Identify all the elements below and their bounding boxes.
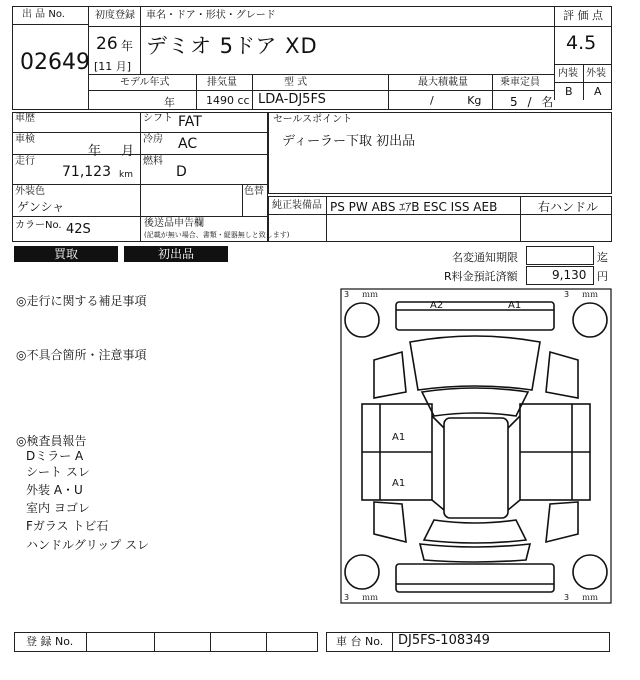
mileage-label: 走行 bbox=[15, 156, 35, 167]
damage-mark: A1 bbox=[392, 432, 406, 443]
name-change-field[interactable] bbox=[526, 246, 594, 265]
damage-mark: A2 bbox=[430, 300, 444, 311]
inspection-value: 年 月 bbox=[88, 144, 135, 159]
color-change-label: 色替 bbox=[244, 186, 264, 197]
shift-label: シフト bbox=[143, 113, 173, 124]
damage-mark: A1 bbox=[508, 300, 522, 311]
first-reg-month: [11 月] bbox=[94, 60, 132, 73]
exterior-color-label: 外装色 bbox=[15, 186, 45, 197]
first-listing-button[interactable]: 初出品 bbox=[124, 246, 228, 262]
tire-rear-right bbox=[573, 555, 607, 589]
windshield bbox=[422, 388, 528, 416]
sales-point-label: セールスポイント bbox=[273, 114, 353, 125]
exterior-label: 外装 bbox=[586, 68, 606, 79]
exterior-grade: A bbox=[594, 85, 602, 98]
reg-no-label: 登 録 No. bbox=[26, 635, 74, 648]
ac-value: AC bbox=[178, 136, 198, 152]
mileage-value: 71,123 bbox=[62, 164, 111, 180]
capacity-label: 乗車定員 bbox=[500, 77, 540, 88]
tag-top-left: 3 bbox=[344, 290, 350, 299]
rear-bumper bbox=[396, 564, 554, 592]
score-label: 評 価 点 bbox=[563, 9, 603, 22]
max-load-label: 最大積載量 bbox=[418, 77, 468, 88]
tag-top-left-unit: ｍｍ bbox=[362, 290, 378, 299]
report-line: シート スレ bbox=[26, 465, 90, 479]
lot-label: 出 品 No. bbox=[22, 9, 65, 20]
name-change-unit: 迄 bbox=[597, 251, 608, 264]
report-line: 外装 A・U bbox=[26, 483, 83, 497]
chassis-no: DJ5FS-108349 bbox=[398, 633, 490, 648]
score-value: 4.5 bbox=[566, 32, 597, 54]
type-label: 型 式 bbox=[284, 77, 308, 88]
tire-front-right bbox=[573, 303, 607, 337]
defects-heading: ◎不具合箇所・注意事項 bbox=[16, 348, 147, 362]
report-line: Dミラー A bbox=[26, 449, 84, 463]
tag-bottom-left-unit: ｍｍ bbox=[362, 593, 378, 602]
first-reg-year: 26 bbox=[96, 34, 118, 54]
max-load-value: / Kg bbox=[430, 94, 482, 107]
chassis-label: 車 台 No. bbox=[336, 635, 384, 648]
tire-front-left bbox=[345, 303, 379, 337]
capacity-value: 5 / 名 bbox=[510, 95, 554, 109]
interior-label: 内装 bbox=[558, 68, 578, 79]
car-name: デミオ 5ドア XD bbox=[146, 34, 318, 58]
recycle-unit: 円 bbox=[597, 270, 608, 283]
tag-top-right-unit: ｍｍ bbox=[582, 290, 598, 299]
tailgate bbox=[420, 544, 530, 562]
handle-value: 右ハンドル bbox=[538, 200, 599, 214]
damage-mark: A1 bbox=[392, 478, 406, 489]
report-line: 室内 ヨゴレ bbox=[26, 501, 90, 515]
shift-value: FAT bbox=[178, 114, 202, 130]
ac-label: 冷房 bbox=[143, 134, 163, 145]
tag-bottom-right: 3 bbox=[564, 593, 570, 602]
first-reg-label: 初度登録 bbox=[95, 10, 135, 21]
history-label: 車歴 bbox=[15, 113, 35, 124]
recycle-value: 9,130 bbox=[552, 268, 587, 282]
fuel-label: 燃料 bbox=[143, 156, 163, 167]
recycle-label: R料金預託済額 bbox=[444, 270, 518, 283]
front-bumper bbox=[396, 302, 554, 330]
color-no-value: 42S bbox=[66, 222, 91, 237]
type-value: LDA-DJ5FS bbox=[258, 92, 326, 107]
name-change-label: 名変通知期限 bbox=[452, 251, 518, 264]
equipment-value: PS PW ABS ｴｱB ESC ISS AEB bbox=[330, 200, 498, 214]
hood bbox=[410, 336, 540, 390]
model-year-unit: 年 bbox=[164, 96, 175, 109]
displacement-label: 排気量 bbox=[207, 77, 237, 88]
rear-glass bbox=[424, 520, 526, 543]
mileage-unit: km bbox=[119, 170, 133, 180]
tag-bottom-left: 3 bbox=[344, 593, 350, 602]
tire-rear-left bbox=[345, 555, 379, 589]
report-line: ハンドルグリップ スレ bbox=[26, 538, 150, 552]
driving-heading: ◎走行に関する補足事項 bbox=[16, 294, 147, 308]
car-name-label: 車名・ドア・形状・グレード bbox=[146, 10, 276, 21]
aftermarket-note: (記載が無い場合、書類・縦器無しと致します) bbox=[144, 231, 290, 239]
interior-grade: B bbox=[565, 85, 573, 98]
sales-point-value: ディーラー下取 初出品 bbox=[282, 134, 416, 149]
model-year-label: モデル年式 bbox=[120, 77, 170, 88]
color-no-label: カラーNo. bbox=[15, 220, 62, 231]
report-line: Fガラス トビ石 bbox=[26, 519, 109, 533]
buy-button[interactable]: 買取 bbox=[14, 246, 118, 262]
displacement-value: 1490 cc bbox=[206, 94, 250, 107]
lot-number: 02649 bbox=[20, 50, 90, 75]
first-reg-year-unit: 年 bbox=[121, 39, 134, 53]
exterior-color-value: ゲンシャ bbox=[17, 200, 65, 214]
equipment-label: 純正装備品 bbox=[272, 200, 322, 211]
roof bbox=[444, 418, 508, 518]
tag-bottom-right-unit: ｍｍ bbox=[582, 593, 598, 602]
car-diagram bbox=[340, 288, 612, 604]
fuel-value: D bbox=[176, 164, 187, 180]
inspector-heading: ◎検査員報告 bbox=[16, 434, 87, 448]
aftermarket-label: 後送品申告欄 bbox=[144, 218, 204, 229]
inspection-label: 車検 bbox=[15, 134, 35, 145]
tag-top-right: 3 bbox=[564, 290, 570, 299]
